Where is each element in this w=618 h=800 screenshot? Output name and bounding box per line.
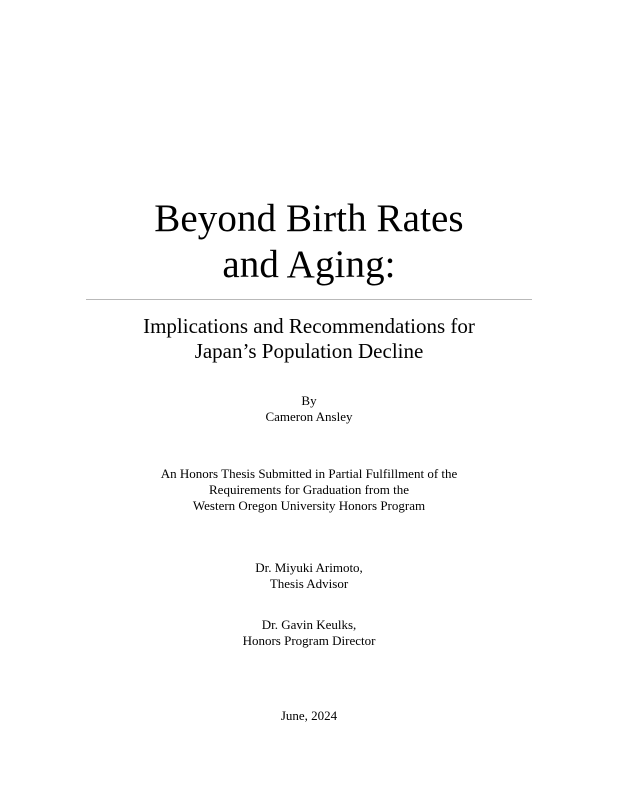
thesis-subtitle-line-1: Implications and Recommendations for	[143, 314, 475, 338]
submission-line-2: Requirements for Graduation from the	[209, 482, 409, 497]
thesis-subtitle	[0, 314, 618, 364]
thesis-subtitle-line-2: Japan’s Population Decline	[194, 339, 424, 363]
byline-by: By	[301, 393, 317, 408]
advisor-role: Thesis Advisor	[269, 576, 349, 591]
program-director	[0, 617, 618, 649]
byline	[0, 393, 618, 425]
advisor-name: Dr. Miyuki Arimoto,	[255, 560, 363, 575]
submission-date: June, 2024	[280, 708, 338, 723]
submission-statement	[0, 466, 618, 514]
thesis-title	[0, 196, 618, 288]
submission-line-3: Western Oregon University Honors Program	[192, 498, 426, 513]
thesis-advisor	[0, 560, 618, 592]
thesis-title-line-1: Beyond Birth Rates	[154, 197, 464, 240]
director-role: Honors Program Director	[242, 633, 376, 648]
author-name: Cameron Ansley	[265, 409, 353, 424]
director-name: Dr. Gavin Keulks,	[261, 617, 357, 632]
submission-line-1: An Honors Thesis Submitted in Partial Fulfillment of the	[160, 466, 458, 481]
title-divider	[86, 299, 532, 300]
thesis-title-line-2: and Aging:	[222, 243, 396, 286]
